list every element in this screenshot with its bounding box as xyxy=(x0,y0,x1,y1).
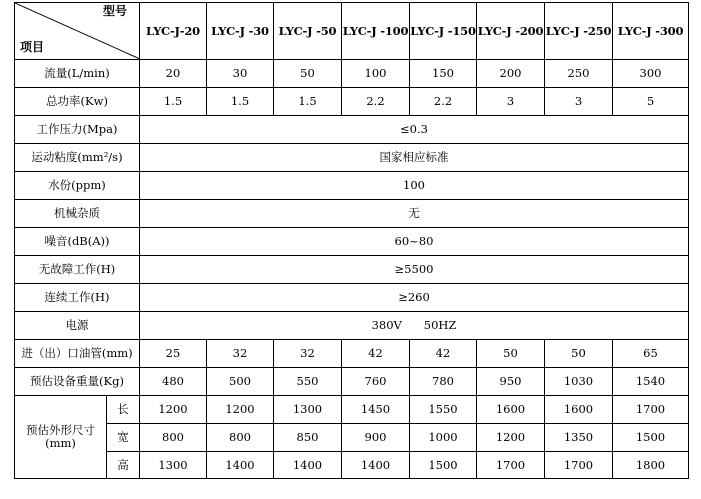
row-label: 电源 xyxy=(15,312,140,340)
noise-row xyxy=(15,228,689,256)
row-label: 无故障工作(H) xyxy=(15,256,140,284)
table-cell: 1300 xyxy=(274,396,342,424)
table-cell: 5 xyxy=(613,88,689,116)
table-cell: 1200 xyxy=(140,396,207,424)
merged-cell: ≥260 xyxy=(140,284,689,312)
model-header: LYC-J -250 xyxy=(545,3,613,60)
table-cell: 150 xyxy=(410,60,477,88)
spec-table xyxy=(14,2,689,479)
table-cell: 850 xyxy=(274,424,342,452)
table-cell: 1200 xyxy=(477,424,545,452)
mtbf-row xyxy=(15,256,689,284)
table-cell: 1300 xyxy=(140,452,207,479)
power-supply-row xyxy=(15,312,689,340)
table-cell: 2.2 xyxy=(410,88,477,116)
table-cell: 780 xyxy=(410,368,477,396)
weight-row xyxy=(15,368,689,396)
table-cell: 800 xyxy=(207,424,274,452)
table-cell: 500 xyxy=(207,368,274,396)
pressure-row xyxy=(15,116,689,144)
table-cell: 1400 xyxy=(274,452,342,479)
table-cell: 42 xyxy=(342,340,410,368)
table-cell: 50 xyxy=(477,340,545,368)
corner-model-label: 型号 xyxy=(102,4,127,18)
impurity-row xyxy=(15,200,689,228)
table-cell: 2.2 xyxy=(342,88,410,116)
dimension-sub-label: 高 xyxy=(107,452,140,479)
table-cell: 1550 xyxy=(410,396,477,424)
table-cell: 1400 xyxy=(342,452,410,479)
table-cell: 1700 xyxy=(613,396,689,424)
table-cell: 300 xyxy=(613,60,689,88)
model-header: LYC-J -50 xyxy=(274,3,342,60)
merged-cell: ≤0.3 xyxy=(140,116,689,144)
model-header: LYC-J -300 xyxy=(613,3,689,60)
table-cell: 1030 xyxy=(545,368,613,396)
row-label: 总功率(Kw) xyxy=(15,88,140,116)
table-cell: 30 xyxy=(207,60,274,88)
pipe-row xyxy=(15,340,689,368)
table-cell: 1000 xyxy=(410,424,477,452)
table-cell: 1350 xyxy=(545,424,613,452)
table-cell: 1700 xyxy=(477,452,545,479)
model-header: LYC-J -100 xyxy=(342,3,410,60)
table-cell: 1500 xyxy=(410,452,477,479)
table-cell: 1800 xyxy=(613,452,689,479)
merged-cell: 国家相应标准 xyxy=(140,144,689,172)
table-cell: 65 xyxy=(613,340,689,368)
table-cell: 1540 xyxy=(613,368,689,396)
dimensions-label-line1: 预估外形尺寸 xyxy=(26,423,95,438)
power-row xyxy=(15,88,689,116)
height-row xyxy=(15,452,689,479)
table-cell: 200 xyxy=(477,60,545,88)
table-cell: 480 xyxy=(140,368,207,396)
table-cell: 3 xyxy=(545,88,613,116)
table-cell: 1.5 xyxy=(274,88,342,116)
table-cell: 1700 xyxy=(545,452,613,479)
table-cell: 900 xyxy=(342,424,410,452)
table-cell: 800 xyxy=(140,424,207,452)
table-cell: 50 xyxy=(274,60,342,88)
table-cell: 100 xyxy=(342,60,410,88)
merged-cell: 100 xyxy=(140,172,689,200)
table-cell: 1600 xyxy=(545,396,613,424)
dimension-sub-label: 宽 xyxy=(107,424,140,452)
row-label: 连续工作(H) xyxy=(15,284,140,312)
merged-cell: 无 xyxy=(140,200,689,228)
table-cell: 1600 xyxy=(477,396,545,424)
water-row xyxy=(15,172,689,200)
model-header: LYC-J -150 xyxy=(410,3,477,60)
flow-row xyxy=(15,60,689,88)
width-row xyxy=(15,424,689,452)
row-label: 水份(ppm) xyxy=(15,172,140,200)
table-cell: 50 xyxy=(545,340,613,368)
table-cell: 1400 xyxy=(207,452,274,479)
table-cell: 32 xyxy=(274,340,342,368)
row-label: 流量(L/min) xyxy=(15,60,140,88)
model-header: LYC-J-20 xyxy=(140,3,207,60)
table-cell: 42 xyxy=(410,340,477,368)
table-cell: 760 xyxy=(342,368,410,396)
viscosity-row xyxy=(15,144,689,172)
table-cell: 1500 xyxy=(613,424,689,452)
row-label: 噪音(dB(A)) xyxy=(15,228,140,256)
length-row xyxy=(15,396,689,424)
table-cell: 950 xyxy=(477,368,545,396)
continuous-row xyxy=(15,284,689,312)
corner-item-label: 项目 xyxy=(20,39,45,54)
table-cell: 1450 xyxy=(342,396,410,424)
table-cell: 3 xyxy=(477,88,545,116)
row-label: 工作压力(Mpa) xyxy=(15,116,140,144)
merged-cell: 60~80 xyxy=(140,228,689,256)
row-label: 预估设备重量(Kg) xyxy=(15,368,140,396)
table-cell: 32 xyxy=(207,340,274,368)
model-header: LYC-J -30 xyxy=(207,3,274,60)
table-cell: 1.5 xyxy=(140,88,207,116)
table-cell: 550 xyxy=(274,368,342,396)
dimension-sub-label: 长 xyxy=(107,396,140,424)
dimensions-label-line2: (mm) xyxy=(45,436,76,450)
row-label: 运动粘度(mm²/s) xyxy=(15,144,140,172)
table-cell: 250 xyxy=(545,60,613,88)
model-header: LYC-J -200 xyxy=(477,3,545,60)
table-cell: 1.5 xyxy=(207,88,274,116)
row-label: 机械杂质 xyxy=(15,200,140,228)
merged-cell: ≥5500 xyxy=(140,256,689,284)
table-cell: 20 xyxy=(140,60,207,88)
dimensions-label xyxy=(15,396,107,479)
merged-cell: 380V 50HZ xyxy=(140,312,689,340)
table-cell: 1200 xyxy=(207,396,274,424)
corner-cell xyxy=(15,3,140,60)
row-label: 进（出）口油管(mm) xyxy=(15,340,140,368)
table-cell: 25 xyxy=(140,340,207,368)
header-row xyxy=(15,3,689,60)
